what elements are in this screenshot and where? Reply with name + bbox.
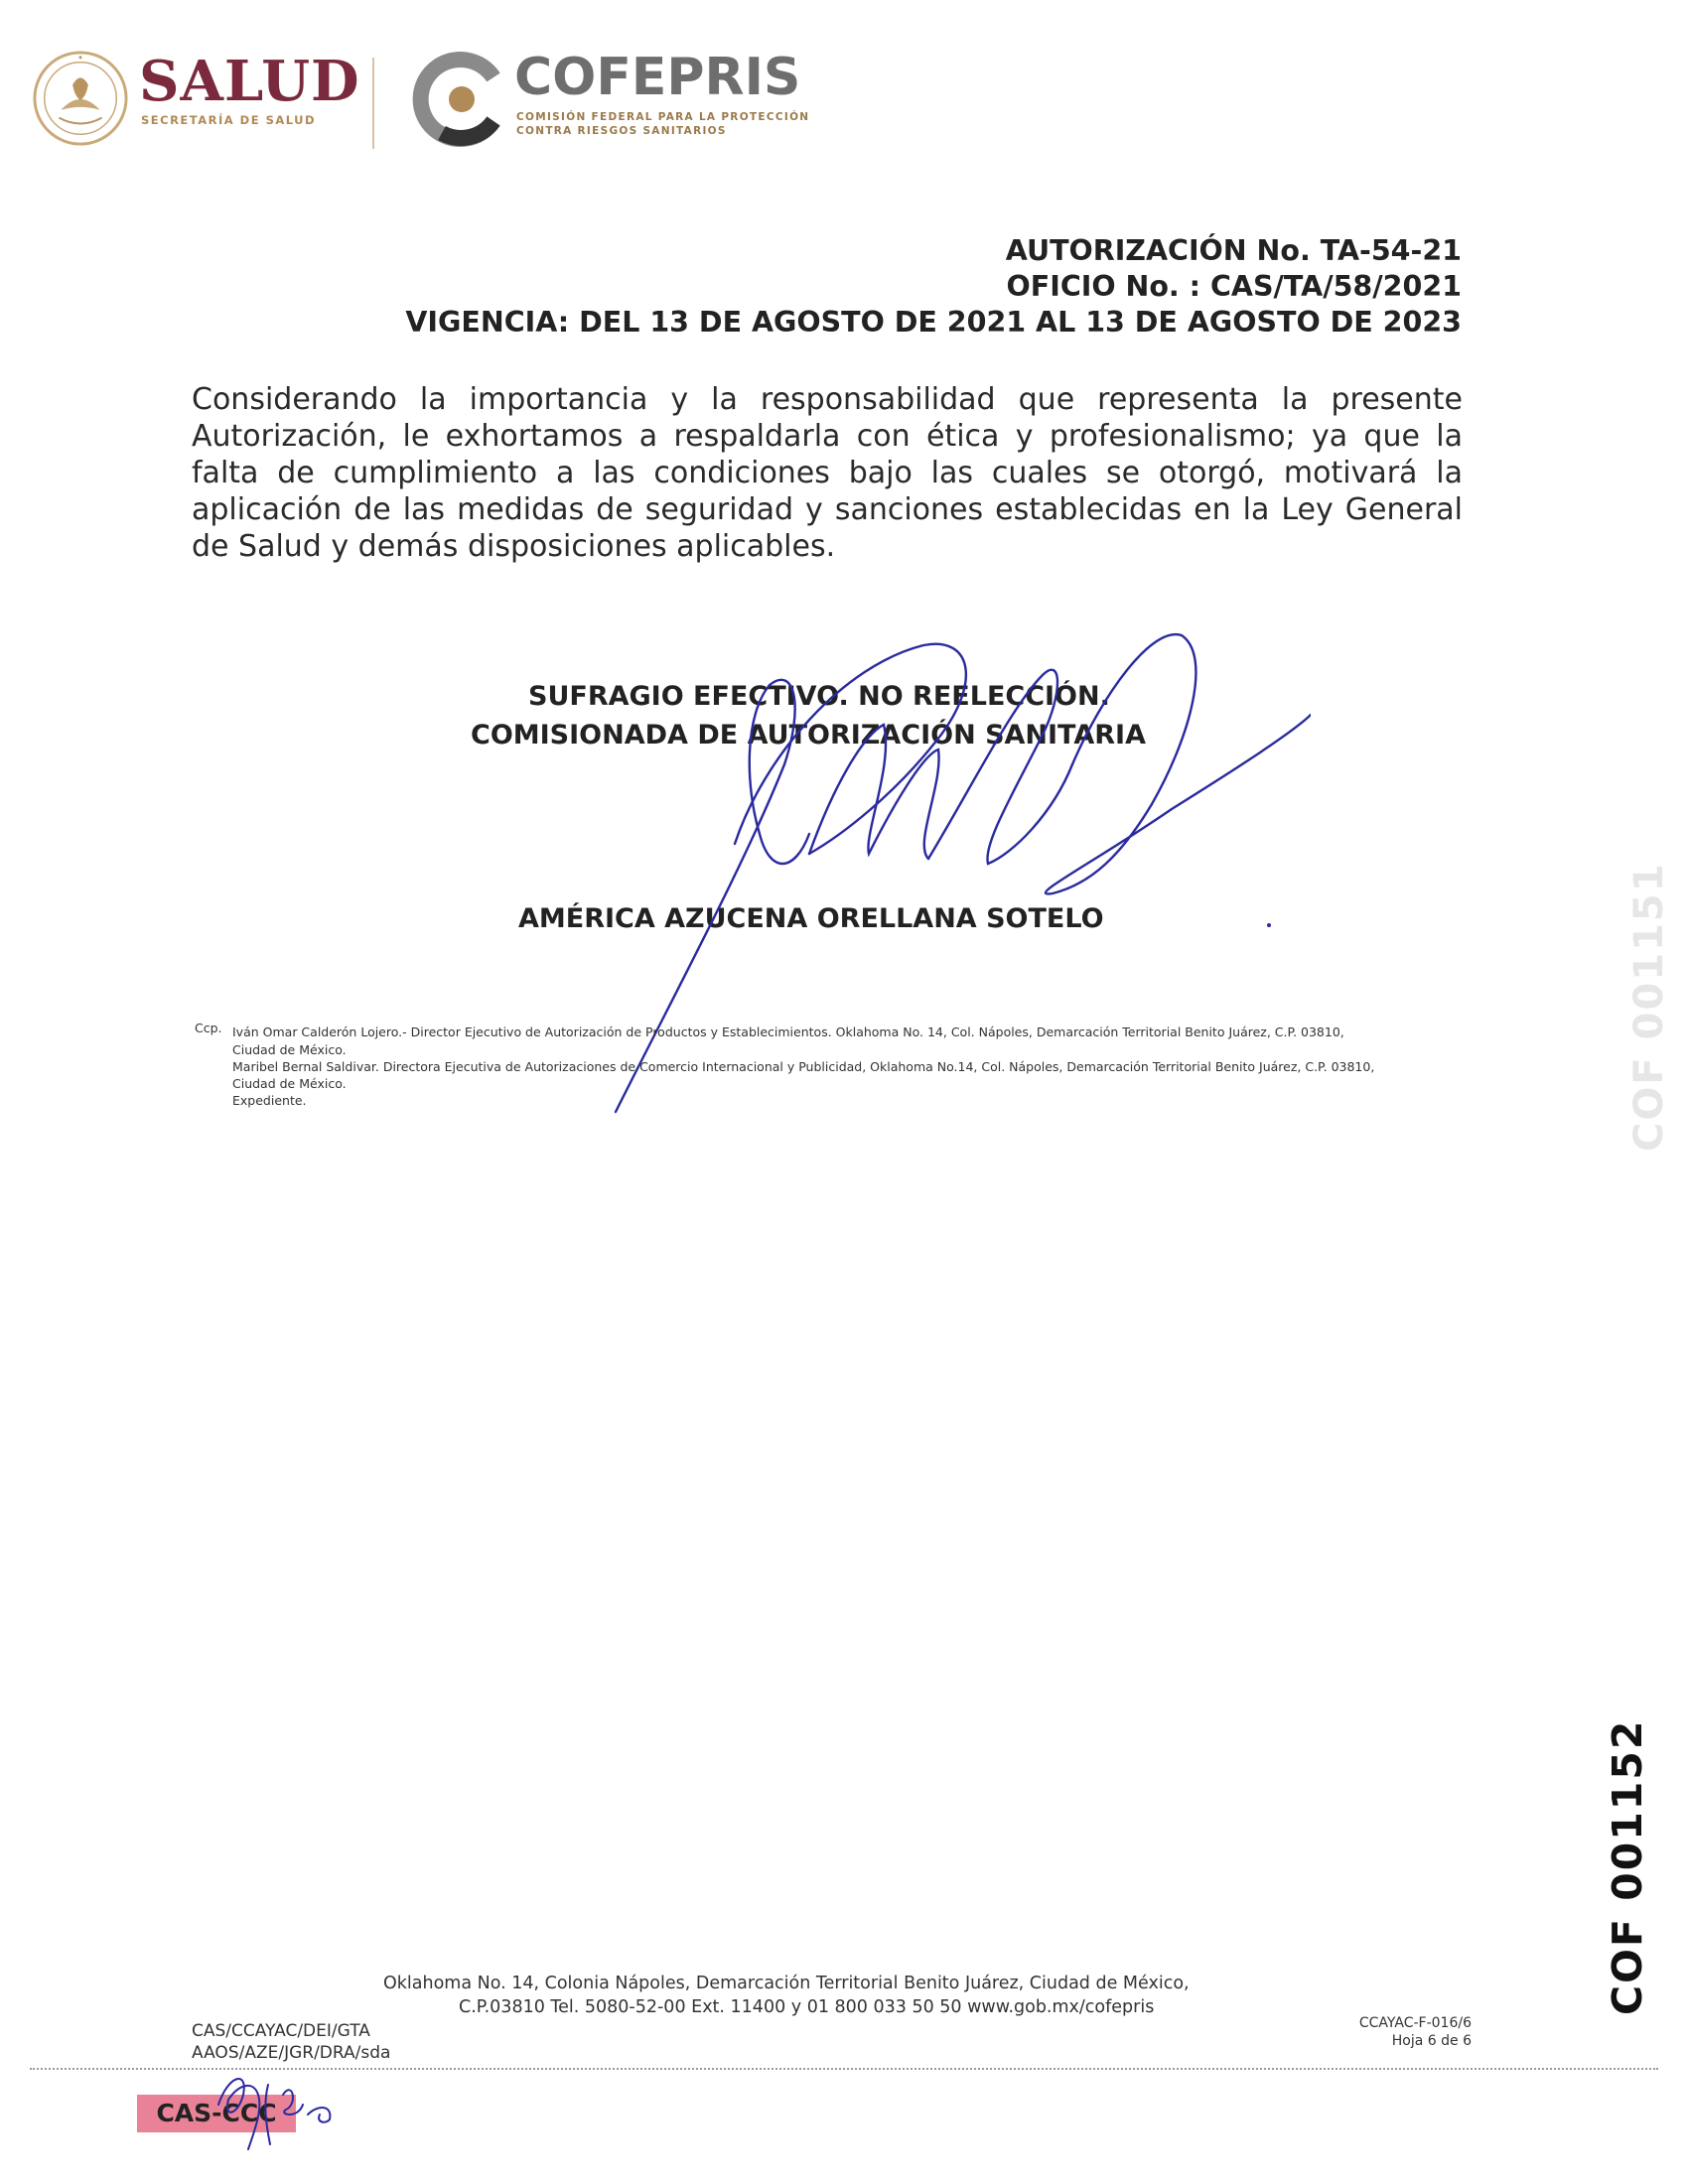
cofepris-subtitle-line2: CONTRA RIESGOS SANITARIOS [516,125,727,137]
cofepris-title: COFEPRIS [514,48,801,107]
header-divider [372,58,374,149]
page-number: Hoja 6 de 6 [1391,2033,1472,2049]
mexico-coat-of-arms-seal [32,50,129,147]
salud-subtitle: SECRETARÍA DE SALUD [141,113,317,127]
folio-faint-bleedthrough: COF 001151 [1626,862,1672,1152]
salud-title: SALUD [139,49,360,114]
signer-position: COMISIONADA DE AUTORIZACIÓN SANITARIA [471,720,1146,751]
reference-initials-line2: AAOS/AZE/JGR/DRA/sda [192,2043,391,2063]
folio-number: COF 001152 [1604,1718,1651,2015]
body-paragraph: Considerando la importancia y la responsabilidad que representa la presente Autorización, le exhortamos a respaldarla con ética y profesionalismo; ya que la falta de cumplimiento a las condiciones bajo las cuales se otorgó, motivará la aplicación de las medidas de seguridad y sanciones establecidas en la Ley General de Salud y demás disposiciones aplicables. [192,382,1463,564]
handwritten-initials [209,2065,367,2154]
cas-ccc-stamp: CAS-CCC [137,2095,296,2132]
autorizacion-number: AUTORIZACIÓN No. TA-54-21 [1005,234,1462,267]
reference-initials-line1: CAS/CCAYAC/DEI/GTA [192,2021,370,2041]
ccp-recipient-line: Iván Omar Calderón Lojero.- Director Ejecutivo de Autorización de Productos y Establecimientos. Oklahoma No. 14, Col. Nápoles, Demarcación Territorial Benito Juárez, C.P. 03810, [232,1024,1344,1039]
footer-address-line1: Oklahoma No. 14, Colonia Nápoles, Demarcación Territorial Benito Juárez, Ciudad de México, [383,1974,1190,1993]
form-code: CCAYAC-F-016/6 [1358,2015,1472,2031]
oficio-number: OFICIO No. : CAS/TA/58/2021 [1006,270,1462,303]
ccp-recipient-line: Ciudad de México. [232,1076,347,1091]
signer-name: AMÉRICA AZUCENA ORELLANA SOTELO [518,903,1104,934]
ccp-label: Ccp. [195,1021,222,1035]
vigencia-period: VIGENCIA: DEL 13 DE AGOSTO DE 2021 AL 13 DE AGOSTO DE 2023 [405,306,1462,339]
cofepris-logo-icon [412,50,511,149]
cofepris-subtitle-line1: COMISIÓN FEDERAL PARA LA PROTECCIÓN [516,111,810,123]
closing-motto: SUFRAGIO EFECTIVO. NO REELECCIÓN. [528,681,1110,712]
ccp-recipient-line: Expediente. [232,1093,307,1108]
ccp-recipient-line: Ciudad de México. [232,1042,347,1057]
handwritten-signature [596,615,1311,1132]
footer-address-line2: C.P.03810 Tel. 5080-52-00 Ext. 11400 y 01 800 033 50 50 www.gob.mx/cofepris [459,1997,1155,2017]
ccp-recipient-line: Maribel Bernal Saldivar. Directora Ejecutiva de Autorizaciones de Comercio Internacional y Publicidad, Oklahoma No.14, Col. Nápoles, Demarcación Territorial Benito Juárez, C.P. 03810, [232,1059,1375,1074]
